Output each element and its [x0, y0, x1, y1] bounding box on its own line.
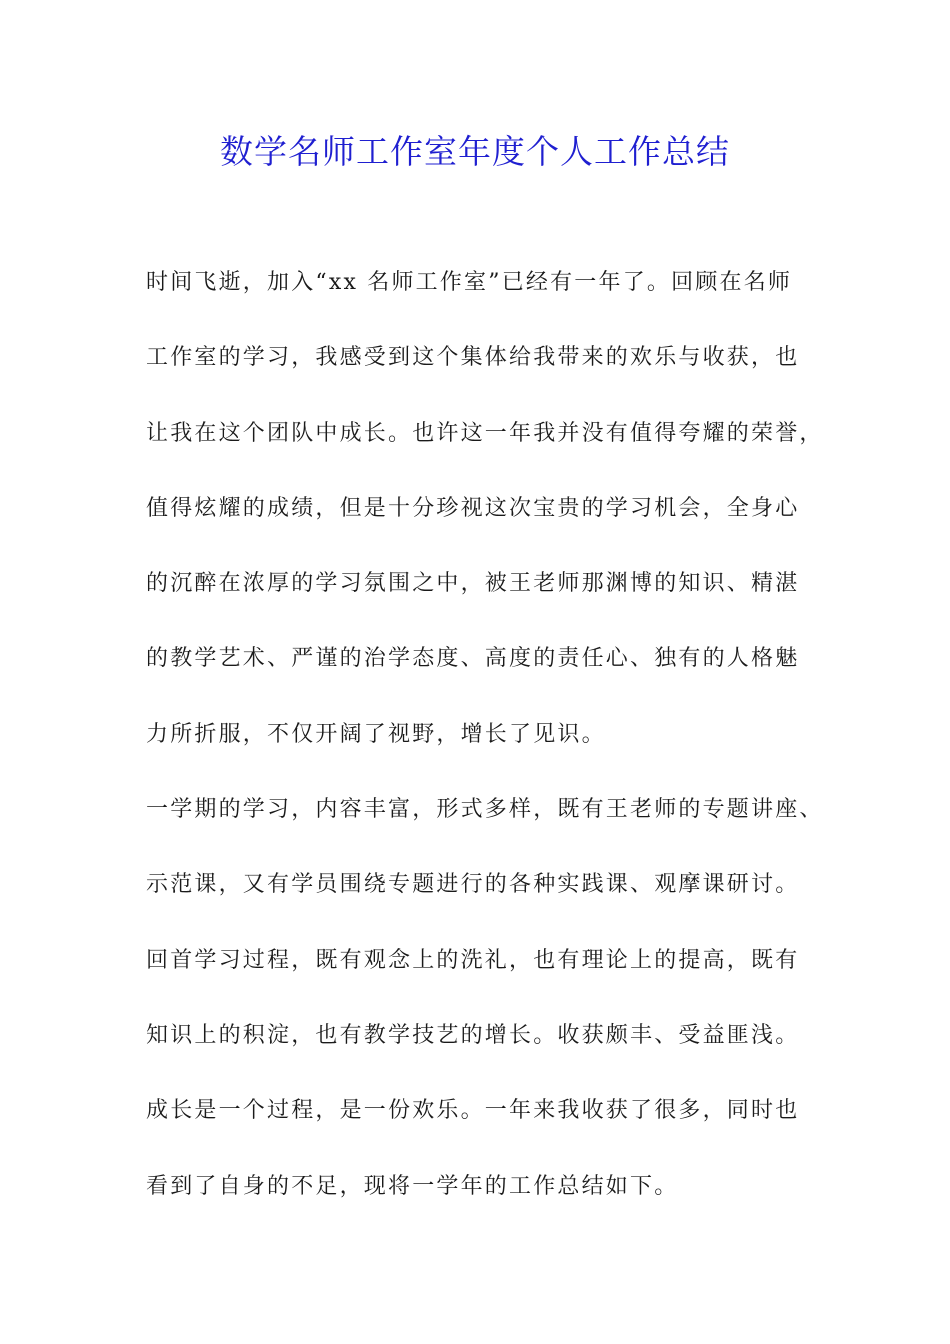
body-line: 让我在这个团队中成长。也许这一年我并没有值得夸耀的荣誉， — [146, 420, 824, 446]
body-line: 时间飞逝，加入“xx 名师工作室”已经有一年了。回顾在名师 — [146, 270, 793, 295]
body-line: 力所折服，不仅开阔了视野，增长了见识。 — [146, 721, 606, 747]
body-line: 成长是一个过程，是一份欢乐。一年来我收获了很多，同时也 — [146, 1098, 800, 1124]
body-line: 回首学习过程，既有观念上的洗礼，也有理论上的提高，既有 — [146, 947, 800, 973]
body-line: 看到了自身的不足，现将一学年的工作总结如下。 — [146, 1173, 679, 1199]
body-line: 的沉醉在浓厚的学习氛围之中，被王老师那渊博的知识、精湛 — [146, 571, 800, 597]
body-line: 知识上的积淀，也有教学技艺的增长。收获颇丰、受益匪浅。 — [146, 1022, 800, 1048]
body-line: 示范课，又有学员围绕专题进行的各种实践课、观摩课研讨。 — [146, 872, 800, 898]
document-body — [146, 264, 836, 1243]
body-line: 工作室的学习，我感受到这个集体给我带来的欢乐与收获，也 — [146, 345, 800, 371]
body-line: 的教学艺术、严谨的治学态度、高度的责任心、独有的人格魅 — [146, 646, 800, 672]
body-line: 值得炫耀的成绩，但是十分珍视这次宝贵的学习机会，全身心 — [146, 495, 800, 521]
body-line: 一学期的学习，内容丰富，形式多样，既有王老师的专题讲座、 — [146, 797, 824, 823]
document-title: 数学名师工作室年度个人工作总结 — [220, 132, 730, 171]
